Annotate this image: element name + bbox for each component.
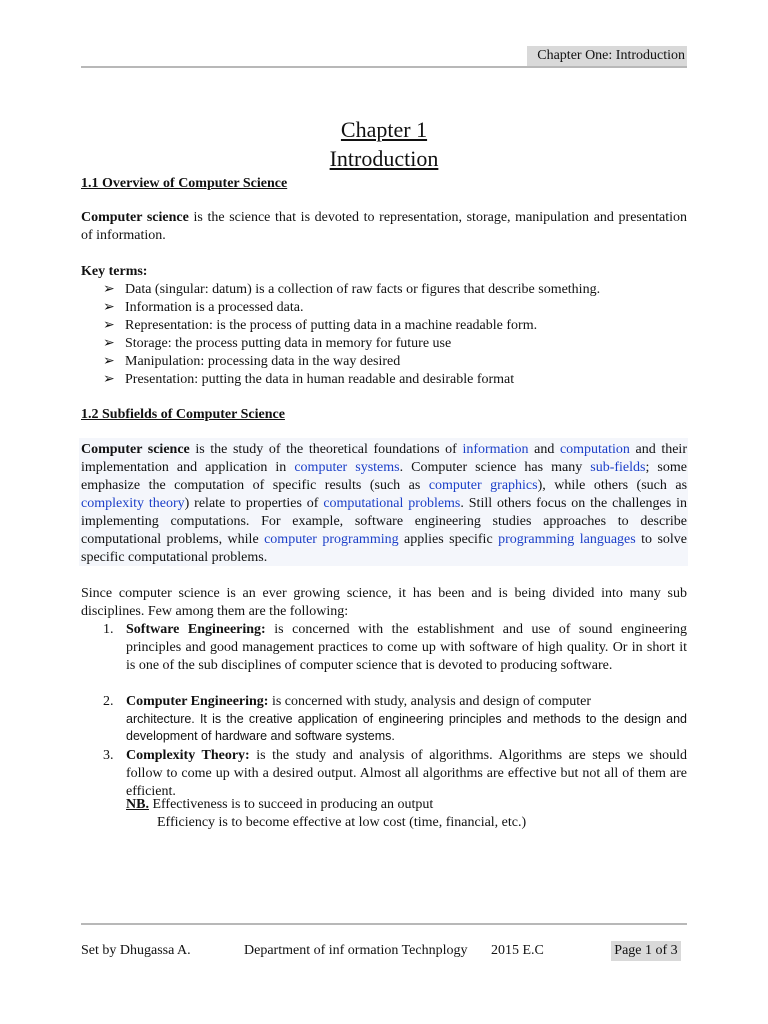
subdisciplines-list (81, 621, 687, 801)
list-item: ➢ Representation: is the process of putting data in a machine readable form. (103, 318, 538, 333)
section-heading-1-2: 1.2 Subfields of Computer Science (81, 407, 285, 422)
arrow-bullet-icon: ➢ (103, 300, 115, 315)
nb-note: NB. Effectiveness is to succeed in producing an output (126, 797, 434, 812)
section-heading-1-1: 1.1 Overview of Computer Science (81, 176, 288, 191)
key-terms-label: Key terms: (81, 264, 148, 279)
link-sub-fields[interactable]: sub-fields (590, 460, 646, 475)
arrow-bullet-icon: ➢ (103, 318, 115, 333)
link-programming-languages[interactable]: programming languages (498, 532, 636, 547)
subdisciplines-intro: Since computer science is an ever growing science, it has been and is being divided into many sub disciplines. Few among them are the following: (81, 586, 687, 619)
list-item: ➢ Data (singular: datum) is a collection of raw facts or figures that describe something. (103, 282, 601, 297)
chapter-subtitle: Introduction (329, 146, 439, 171)
cs-definition-term: Computer science (81, 210, 189, 225)
footer-author: Set by Dhugassa A. (81, 943, 191, 958)
cs-definition-text: is the science that is devoted to representation, storage, manipulation and presentation of information. (81, 210, 687, 243)
footer-rule (81, 923, 687, 925)
link-computer-programming[interactable]: computer programming (264, 532, 399, 547)
arrow-bullet-icon: ➢ (103, 354, 115, 369)
key-terms-list (103, 281, 693, 389)
link-computational-problems[interactable]: computational problems (323, 496, 461, 511)
link-computer-graphics[interactable]: computer graphics (428, 478, 538, 493)
footer-year: 2015 E.C (491, 943, 544, 958)
cs-study-paragraph: Computer science is the study of the theoretical foundations of information and computation and their implementation and application in computer systems. Computer science has many sub-fields; some emphasize the computation of specific results (such as computer graphics), while others (such as complexity theory) relate to properties of computational problems. Still others focus on the challenges in implementing computations. For example, software engineering studies approaches to describe computational problems, while computer programming applies specific programming languages to solve specific computational problems. (81, 442, 688, 565)
list-item: 3. Complexity Theory: is the study and analysis of algorithms. Algorithms are steps we should follow to come up with a desired output. Almost all algorithms are effective but not all of them are efficient. (103, 748, 687, 799)
link-computation[interactable]: computation (559, 442, 630, 457)
link-computer-systems[interactable]: computer systems (294, 460, 400, 475)
footer-department: Department of inf ormation Technplogy (244, 943, 468, 958)
header-rule (81, 66, 687, 68)
nb-note-line2: Efficiency is to become effective at low cost (time, financial, etc.) (157, 815, 527, 830)
list-item: ➢ Storage: the process putting data in memory for future use (103, 336, 452, 351)
arrow-bullet-icon: ➢ (103, 282, 115, 297)
running-header: Chapter One: Introduction (527, 46, 687, 66)
page-number: Page 1 of 3 (611, 941, 681, 961)
cs-definition (81, 209, 687, 245)
list-item: ➢ Information is a processed data. (103, 300, 304, 315)
arrow-bullet-icon: ➢ (103, 372, 115, 387)
nb-label: NB. (126, 797, 149, 812)
list-item: ➢ Manipulation: processing data in the way desired (103, 354, 401, 369)
chapter-title: Chapter 1 (340, 117, 428, 142)
list-item: 1. Software Engineering: is concerned with the establishment and use of sound engineering principles and good management practices to come up with software of high quality. Or in short it is one of the sub disciplines of computer science that is devoted to producing software. (103, 622, 687, 673)
link-complexity-theory[interactable]: complexity theory (81, 496, 185, 511)
list-item: 2. Computer Engineering: is concerned with study, analysis and design of computer architecture. It is the creative application of engineering principles and methods to the design and development of hardware and software systems. (103, 694, 687, 743)
link-information[interactable]: information (462, 442, 529, 457)
list-item: ➢ Presentation: putting the data in human readable and desirable format (103, 372, 515, 387)
arrow-bullet-icon: ➢ (103, 336, 115, 351)
